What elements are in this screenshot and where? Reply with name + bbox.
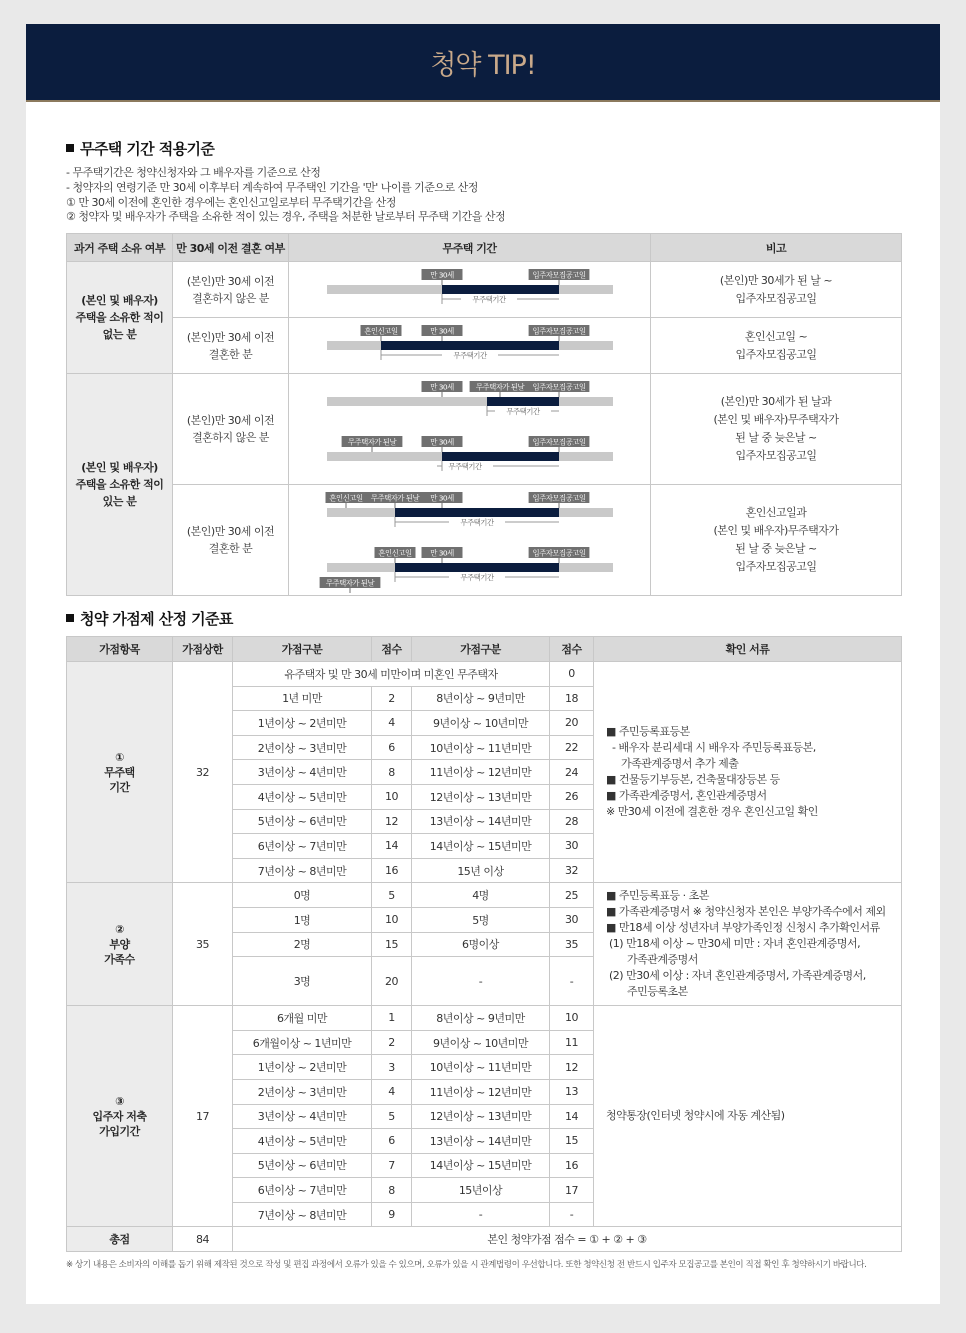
age30-tag-label: 만 30세 [430, 493, 454, 503]
score-table [66, 636, 902, 1252]
notice-tag-label: 입주자모집공고일 [532, 548, 586, 558]
score-value: 5 [372, 1104, 412, 1129]
homeless-tag-label: 무주택자가 된날 [325, 578, 375, 588]
homeless-period-bar [395, 563, 559, 572]
score-value: 7 [372, 1153, 412, 1178]
col-header: 점수 [372, 637, 412, 662]
score-category: 3년이상 ~ 4년미만 [233, 760, 372, 785]
score-value: 5 [372, 883, 412, 908]
score-category: 3년이상 ~ 4년미만 [233, 1104, 372, 1129]
score-row [67, 883, 902, 908]
note-cell: (본인)만 30세가 된 날 ~ 입주자모집공고일 [651, 262, 902, 318]
score-category: 15년이상 [412, 1178, 550, 1203]
section1-notes [66, 166, 505, 225]
age30-tag-label: 만 30세 [430, 326, 454, 336]
total-label: 총점 [67, 1227, 173, 1252]
score-category: 4년이상 ~ 5년미만 [233, 784, 372, 809]
period-label: 무주택기간 [460, 518, 494, 527]
score-value: 2 [372, 686, 412, 711]
score-category: 11년이상 ~ 12년미만 [412, 760, 550, 785]
score-category: 12년이상 ~ 13년미만 [412, 1104, 550, 1129]
score-category: 0명 [233, 883, 372, 908]
col-header: 가점구분 [412, 637, 550, 662]
score-category: 5년이상 ~ 6년미만 [233, 1153, 372, 1178]
score-item: ② 부양 가족수 [67, 883, 173, 1006]
notice-tag-label: 입주자모집공고일 [532, 326, 586, 336]
score-category: 13년이상 ~ 14년미만 [412, 1129, 550, 1154]
score-category: 2년이상 ~ 3년미만 [233, 1079, 372, 1104]
timeline-diagram [289, 485, 651, 596]
timeline-diagram [289, 318, 651, 374]
score-value: 15 [372, 932, 412, 957]
notice-tag-label: 입주자모집공고일 [532, 493, 586, 503]
score-category: 10년이상 ~ 11년미만 [412, 1055, 550, 1080]
note-cell: 혼인신고일과 (본인 및 배우자)무주택자가 된 날 중 늦은날 ~ 입주자모집공고일 [651, 485, 902, 596]
age30-tag-label: 만 30세 [430, 548, 454, 558]
col-header: 비고 [651, 234, 902, 262]
score-category: 4년이상 ~ 5년미만 [233, 1129, 372, 1154]
notice-tag-label: 입주자모집공고일 [532, 437, 586, 447]
score-category: 2년이상 ~ 3년미만 [233, 735, 372, 760]
score-value: 0 [550, 662, 594, 687]
score-value: 8 [372, 1178, 412, 1203]
condition-cell: (본인)만 30세 이전 결혼한 분 [173, 318, 289, 374]
timeline-diagram [289, 262, 651, 318]
score-value: 12 [550, 1055, 594, 1080]
score-value: 9 [372, 1202, 412, 1227]
score-value: - [550, 1202, 594, 1227]
score-value: 35 [550, 932, 594, 957]
score-category: 8년이상 ~ 9년미만 [412, 1006, 550, 1031]
required-documents: ■ 주민등록표등본 - 배우자 분리세대 시 배우자 주민등록표등본, 가족관계증명서 추가 제출 ■ 건물등기부등본, 건축물대장등본 등 ■ 가족관계증명서, 혼인관계증명서 ※ 만30세 이전에 결혼한 경우 혼인신고일 확인 [594, 662, 902, 883]
homeless-period-table [66, 233, 902, 596]
score-value: 18 [550, 686, 594, 711]
total-formula: 본인 청약가점 점수 = ① + ② + ③ [233, 1227, 902, 1252]
homeless-period-bar [381, 341, 559, 350]
timeline-diagram [289, 374, 651, 485]
score-category: 14년이상 ~ 15년미만 [412, 1153, 550, 1178]
col-header: 만 30세 이전 결혼 여부 [173, 234, 289, 262]
homeless-period-bar [395, 508, 559, 517]
period-label: 무주택기간 [453, 351, 487, 360]
score-value: 14 [550, 1104, 594, 1129]
score-value: 6 [372, 735, 412, 760]
note-line: ② 청약자 및 배우자가 주택을 소유한 적이 있는 경우, 주택을 처분한 날로부터 무주택 기간을 산정 [66, 210, 506, 224]
period-label: 무주택기간 [472, 295, 506, 304]
score-value: 30 [550, 834, 594, 859]
score-value: 4 [372, 711, 412, 736]
score-max: 35 [173, 883, 233, 1006]
score-value: 11 [550, 1030, 594, 1055]
required-documents: ■ 주민등록표등 · 초본 ■ 가족관계증명서 ※ 청약신청자 본인은 부양가족수에서 제외 ■ 만18세 이상 성년자녀 부양가족인정 신청시 추가확인서류 (1) 만18세 이상 ~ 만30세 미만 : 자녀 혼인관계증명서, 가족관계증명서 (2) 만30세 이상 : 자녀 혼인관계증명서, 가족관계증명서, 주민등록초본 [594, 883, 902, 1006]
score-category: 7년이상 ~ 8년미만 [233, 1202, 372, 1227]
banner-title: 청약 TIP! [430, 49, 536, 81]
score-value: 20 [372, 957, 412, 1006]
score-value: 25 [550, 883, 594, 908]
footnote: ※ 상기 내용은 소비자의 이해를 돕기 위해 제작된 것으로 작성 및 편집 과정에서 오류가 있을 수 있으며, 오류가 있을 시 관계법령이 우선합니다. 또한 청약신청 전 반드시 입주자 모집공고를 본인이 직접 확인 후 청약하시기 바랍니다. [66, 1260, 867, 1270]
age30-tag-label: 만 30세 [430, 437, 454, 447]
score-row [67, 662, 902, 687]
condition-cell: (본인)만 30세 이전 결혼한 분 [173, 485, 289, 596]
score-category: 1년이상 ~ 2년미만 [233, 711, 372, 736]
score-category: 6년이상 ~ 7년미만 [233, 1178, 372, 1203]
homeless-tag-label: 무주택자가 된날 [370, 493, 420, 503]
score-value: 22 [550, 735, 594, 760]
score-value: 1 [372, 1006, 412, 1031]
score-category: 6명이상 [412, 932, 550, 957]
age30-tag-label: 만 30세 [430, 382, 454, 392]
score-item: ③ 입주자 저축 가입기간 [67, 1006, 173, 1227]
score-category: - [412, 957, 550, 1006]
score-value: 12 [372, 809, 412, 834]
score-value: 26 [550, 784, 594, 809]
note-cell: 혼인신고일 ~ 입주자모집공고일 [651, 318, 902, 374]
col-header: 가점상한 [173, 637, 233, 662]
col-header: 가점항목 [67, 637, 173, 662]
period-label: 무주택기간 [460, 573, 494, 582]
homeless-period-bar [487, 397, 559, 406]
score-category: 9년이상 ~ 10년미만 [412, 711, 550, 736]
col-header: 확인 서류 [594, 637, 902, 662]
section2-title: 청약 가점제 산정 기준표 [66, 608, 233, 629]
note-line: - 청약자의 연령기준 만 30세 이후부터 계속하여 무주택인 기간을 '만' 나이를 기준으로 산정 [66, 180, 478, 194]
notice-tag-label: 입주자모집공고일 [532, 270, 586, 280]
score-category: 6개월이상 ~ 1년미만 [233, 1030, 372, 1055]
score-category: 11년이상 ~ 12년미만 [412, 1079, 550, 1104]
marriage-tag-label: 혼인신고일 [329, 493, 363, 503]
score-value: 17 [550, 1178, 594, 1203]
score-category: 1명 [233, 907, 372, 932]
group-had-home: (본인 및 배우자) 주택을 소유한 적이 있는 분 [67, 374, 173, 596]
score-value: 13 [550, 1079, 594, 1104]
score-category: 14년이상 ~ 15년미만 [412, 834, 550, 859]
score-value: 28 [550, 809, 594, 834]
score-row [67, 1006, 902, 1031]
score-max: 32 [173, 662, 233, 883]
score-category: 7년이상 ~ 8년미만 [233, 858, 372, 883]
homeless-tag-label: 무주택자가 된날 [347, 437, 397, 447]
banner [26, 24, 940, 102]
score-category: 12년이상 ~ 13년미만 [412, 784, 550, 809]
col-header: 점수 [550, 637, 594, 662]
score-value: 10 [372, 907, 412, 932]
score-value: 4 [372, 1079, 412, 1104]
score-value: 16 [372, 858, 412, 883]
score-category: 4명 [412, 883, 550, 908]
homeless-period-bar [442, 285, 559, 294]
group-no-home: (본인 및 배우자) 주택을 소유한 적이 없는 분 [67, 262, 173, 374]
score-value: - [550, 957, 594, 1006]
score-value: 30 [550, 907, 594, 932]
score-category: 5명 [412, 907, 550, 932]
score-value: 24 [550, 760, 594, 785]
score-category: 유주택자 및 만 30세 미만이며 미혼인 무주택자 [233, 662, 550, 687]
score-category: 2명 [233, 932, 372, 957]
score-max: 17 [173, 1006, 233, 1227]
timeline-bar [327, 397, 613, 406]
score-value: 14 [372, 834, 412, 859]
age30-tag-label: 만 30세 [430, 270, 454, 280]
score-category: - [412, 1202, 550, 1227]
score-value: 20 [550, 711, 594, 736]
score-category: 5년이상 ~ 6년미만 [233, 809, 372, 834]
score-category: 15년 이상 [412, 858, 550, 883]
notice-tag-label: 입주자모집공고일 [532, 382, 586, 392]
period-label: 무주택기간 [448, 462, 482, 471]
condition-cell: (본인)만 30세 이전 결혼하지 않은 분 [173, 262, 289, 318]
note-line: ① 만 30세 이전에 혼인한 경우에는 혼인신고일로부터 무주택기간을 산정 [66, 195, 396, 209]
condition-cell: (본인)만 30세 이전 결혼하지 않은 분 [173, 374, 289, 485]
col-header: 가점구분 [233, 637, 372, 662]
score-value: 10 [550, 1006, 594, 1031]
score-value: 2 [372, 1030, 412, 1055]
note-line: - 무주택기간은 청약신청자와 그 배우자를 기준으로 산정 [66, 166, 321, 179]
page [26, 24, 940, 1304]
marriage-tag-label: 혼인신고일 [364, 326, 398, 336]
total-max: 84 [173, 1227, 233, 1252]
score-category: 6년이상 ~ 7년미만 [233, 834, 372, 859]
score-category: 13년이상 ~ 14년미만 [412, 809, 550, 834]
homeless-tag-label: 무주택자가 된날 [475, 382, 525, 392]
score-value: 8 [372, 760, 412, 785]
score-item: ① 무주택 기간 [67, 662, 173, 883]
score-value: 32 [550, 858, 594, 883]
score-category: 8년이상 ~ 9년미만 [412, 686, 550, 711]
score-category: 10년이상 ~ 11년미만 [412, 735, 550, 760]
col-header: 무주택 기간 [289, 234, 651, 262]
marriage-tag-label: 혼인신고일 [378, 548, 412, 558]
col-header: 과거 주택 소유 여부 [67, 234, 173, 262]
note-cell: (본인)만 30세가 된 날과 (본인 및 배우자)무주택자가 된 날 중 늦은날 ~ 입주자모집공고일 [651, 374, 902, 485]
section1-title: 무주택 기간 적용기준 [66, 138, 214, 159]
score-category: 3명 [233, 957, 372, 1006]
score-category: 1년 미만 [233, 686, 372, 711]
score-category: 6개월 미만 [233, 1006, 372, 1031]
score-value: 15 [550, 1129, 594, 1154]
score-value: 16 [550, 1153, 594, 1178]
score-value: 10 [372, 784, 412, 809]
score-category: 1년이상 ~ 2년미만 [233, 1055, 372, 1080]
required-documents: 청약통장(인터넷 청약시에 자동 계산됨) [594, 1006, 902, 1227]
score-value: 6 [372, 1129, 412, 1154]
score-value: 3 [372, 1055, 412, 1080]
score-category: 9년이상 ~ 10년미만 [412, 1030, 550, 1055]
homeless-period-bar [442, 452, 559, 461]
period-label: 무주택기간 [506, 407, 540, 416]
